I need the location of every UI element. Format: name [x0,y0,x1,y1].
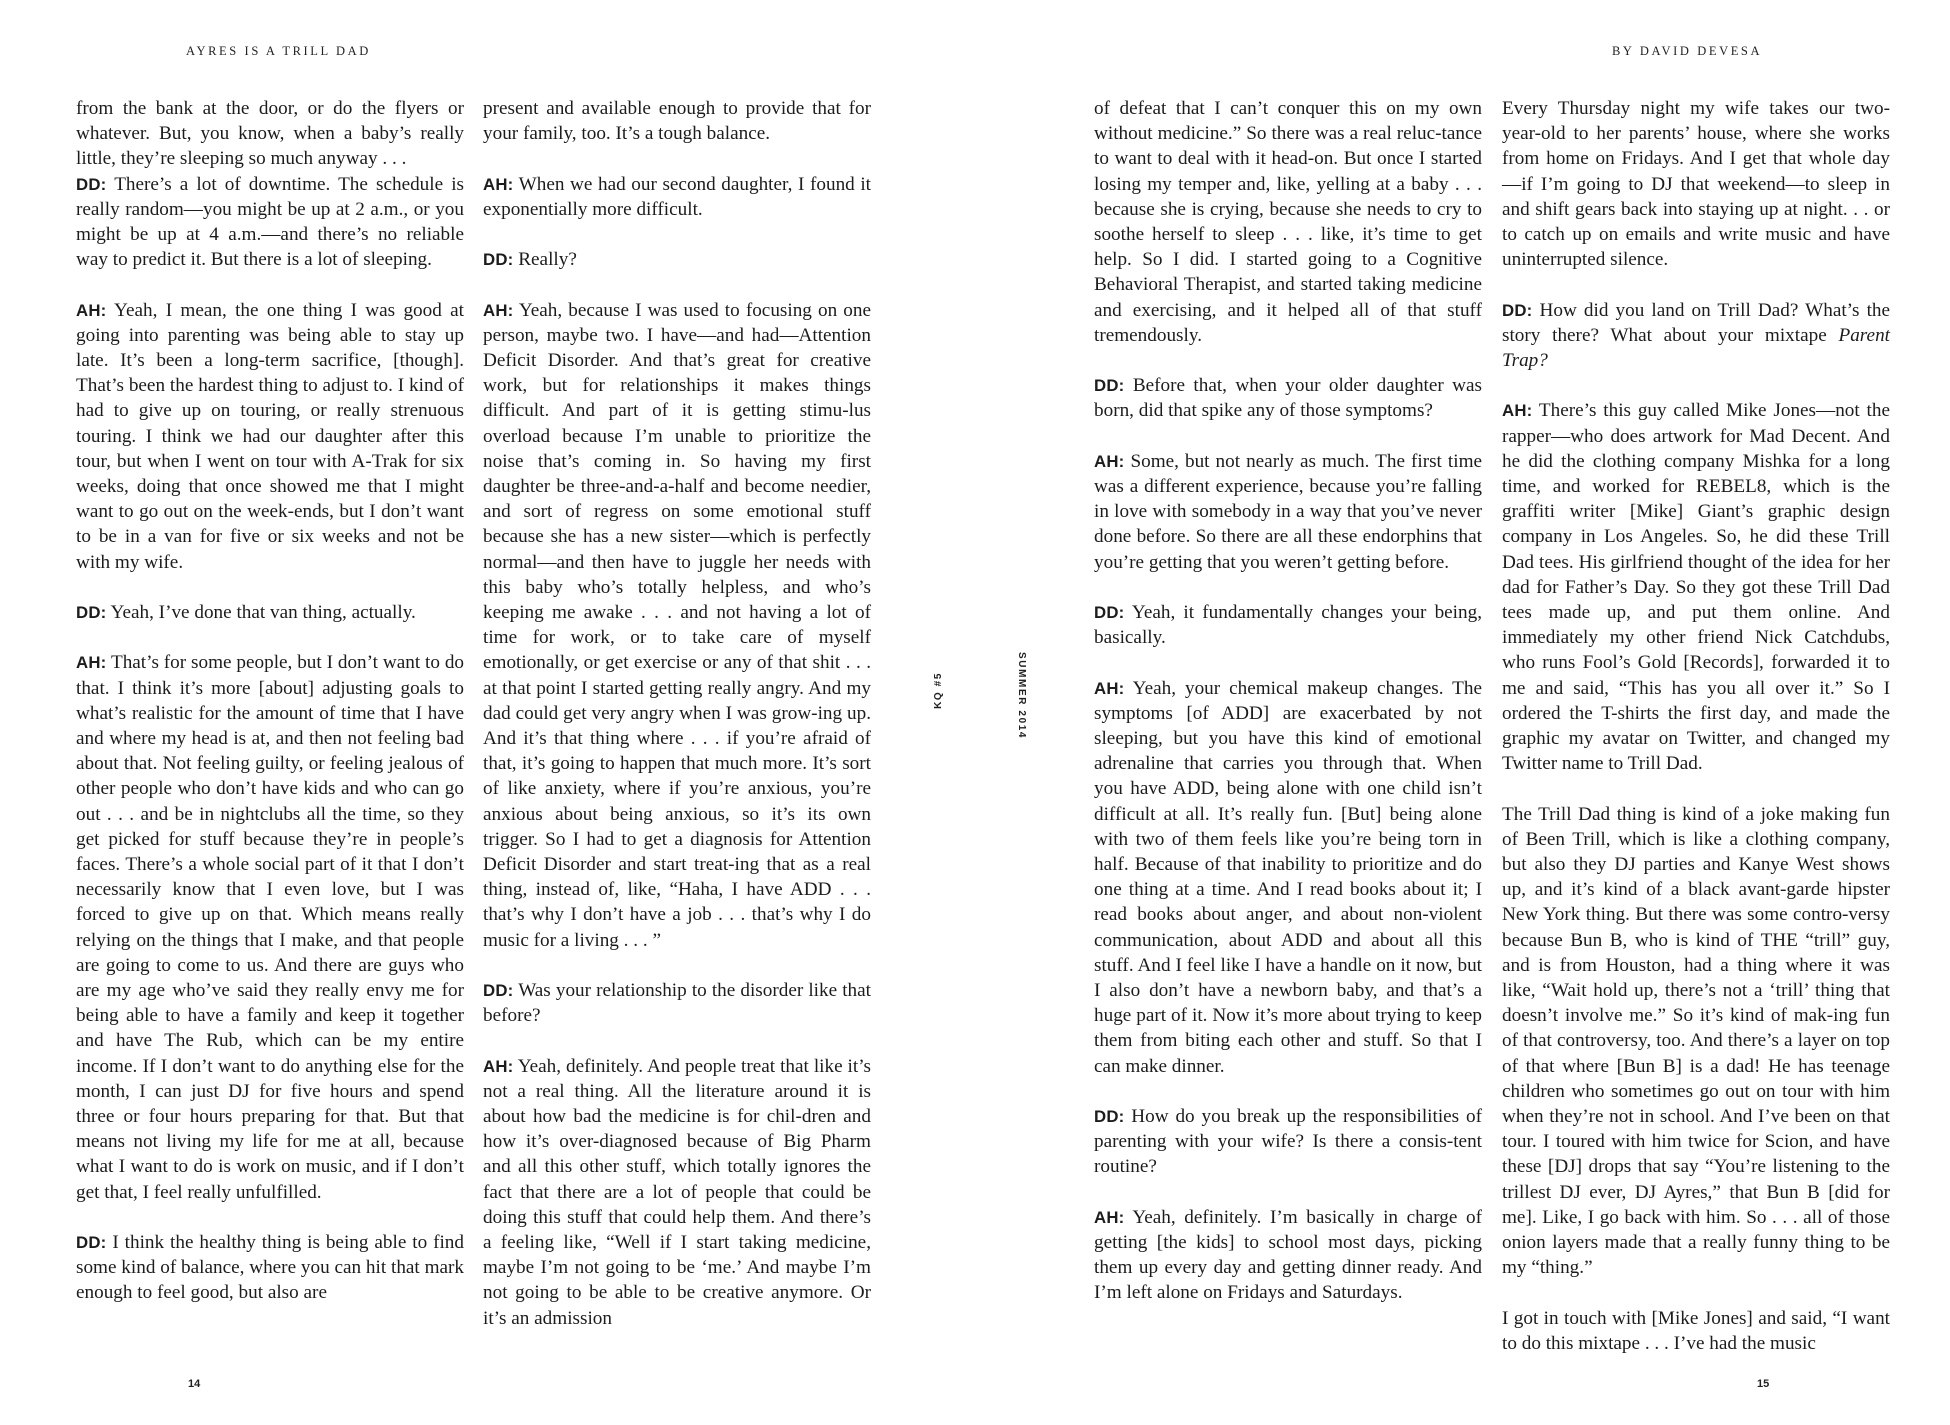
paragraph: AH: That’s for some people, but I don’t want to do that. I think it’s more [about] adjusting goals to what’s realistic for the amount of time that I have and where my head is at, and then not feeling bad about that. Not feeling guilty, or feeling jealous of other people who don’t have kids and who can go out . . . and be in nightclubs all the time, so they get picked for stuff because they’re in people’s faces. There’s a whole social part of it that I don’t necessarily know that I even love, but I was forced to give up on that. Which means really relying on the things that I make, and that people are going to come to us. And there are guys who are my age who’ve said they really envy me for being able to have a family and keep it together and have The Rub, which can be my entire income. If I don’t want to do anything else for the month, I can just DJ for five hours and spend three or four hours preparing for that. But that means not living my life for me at all, because what I want to do is work on music, and if I don’t get that, I feel really unfulfilled. [76,652,465,1203]
speaker-label: DD: [1094,603,1125,623]
speaker-label: AH: [1502,401,1533,421]
speaker-label: AH: [1094,678,1125,698]
speaker-label: DD: [76,1233,107,1253]
speaker-label: DD: [76,603,107,623]
speaker-label: AH: [76,300,107,320]
text-column-1 [76,96,464,1306]
page-number-left: 14 [188,1378,201,1390]
paragraph: DD: I think the healthy thing is being able to find some kind of balance, where you can hit that mark enough to feel good, but also are [76,1232,464,1304]
spine-season-label: SUMMER 2014 [1016,652,1027,740]
text-column-3 [1094,96,1482,1306]
paragraph: AH: Some, but not nearly as much. The first time was a different experience, because you’re falling in love with somebody in a way that you’ve never done before. So there are all these endorphins that you’re getting that you weren’t getting before. [1094,450,1483,573]
text-column-2 [483,96,871,1331]
paragraph: I got in touch with [Mike Jones] and said, “I want to do this mixtape . . . I’ve had the music [1502,1307,1890,1354]
paragraph: Every Thursday night my wife takes our two-year-old to her parents’ house, where she works from home on Fridays. And I get that whole day—if I’m going to DJ that weekend—to sleep in and shift gears back into staying up at night. . . or to catch up on emails and write music and have uninterrupted silence. [1502,98,1890,271]
running-head-byline: BY DAVID DEVESA [1612,44,1763,58]
speaker-label: AH: [76,653,107,673]
paragraph: DD: Before that, when your older daughter was born, did that spike any of those symptoms? [1094,375,1483,422]
paragraph: AH: Yeah, I mean, the one thing I was good at going into parenting was being able to stay up late. It’s been a long-term sacrifice, [though]. That’s been the hardest thing to adjust to. I kind of had to give up on touring, or really strenuous touring. I think we had our daughter after this tour, but when I went on tour with A-Trak for six weeks, doing that once showed me that I might want to go out on the week-ends, but I don’t want to be in a van for five or six weeks and not be with my wife. [76,299,464,573]
running-head-title: AYRES IS A TRILL DAD [186,44,371,58]
paragraph: DD: How did you land on Trill Dad? What’s the story there? What about your mixtape Parent Trap? [1502,299,1891,372]
speaker-label: AH: [1094,1207,1125,1227]
speaker-label: AH: [483,1056,514,1076]
text-column-4 [1502,96,1890,1356]
speaker-label: DD: [1094,1107,1125,1127]
paragraph: DD: How do you break up the responsibilities of parenting with your wife? Is there a consis-tent routine? [1094,1106,1482,1178]
speaker-label: DD: [483,250,514,270]
spine-issue-label: KQ #5 [933,672,944,709]
speaker-label: DD: [1502,300,1533,320]
page-number-right: 15 [1757,1378,1770,1390]
speaker-label: DD: [483,981,514,1001]
mixtape-title: Parent Trap? [1502,324,1890,372]
paragraph: DD: There’s a lot of downtime. The schedule is really random—you might be up at 2 a.m., or you might be up at 4 a.m.—and there’s no reliable way to predict it. But there is a lot of sleeping. [76,173,464,271]
paragraph: AH: When we had our second daughter, I found it exponentially more difficult. [483,173,871,220]
paragraph: DD: Was your relationship to the disorder like that before? [483,980,871,1027]
paragraph: AH: Yeah, because I was used to focusing on one person, maybe two. I have—and had—Attention Deficit Disorder. And that’s great for creative work, but for relationships it makes things difficult. And part of it is getting stimu-lus overload because I’m unable to prioritize the noise that’s coming in. So having my first daughter be three-and-a-half and become needier, and sort of regress on some emotional stuff because she has a new sister—which is perfectly normal—and then have to juggle her needs with this baby who’s totally helpless, and who’s keeping me awake . . . and not having a lot of time for work, or to take care of myself emotionally, or get exercise or any of that shit . . . at that point I started getting really angry. And my dad could get very angry when I was grow-ing up. And it’s that thing where . . . if you’re afraid of that, it’s going to happen that much more. It’s sort of like anxiety, where if you’re anxious, you’re anxious about being anxious, so it’s its own trigger. So I had to get a diagnosis for Attention Deficit Disorder and start treat-ing that as a real thing, instead of, like, “Haha, I have ADD . . . that’s why I don’t have a job . . . that’s why I do music for a living . . . ” [483,299,871,951]
speaker-label: AH: [1094,451,1125,471]
paragraph: DD: Really? [483,249,577,271]
paragraph: DD: Yeah, I’ve done that van thing, actually. [76,602,416,624]
paragraph: AH: Yeah, your chemical makeup changes. The symptoms [of ADD] are exacerbated by not sleeping, but you have this kind of emotional adrenaline that carries you through that. When you have ADD, being alone with one child isn’t difficult at all. It’s really fun. [But] being alone with two of them feels like you’re being torn in half. Because of that inability to prioritize and do one thing at a time. And I read books about it; I read books about anger, and about non-violent communication, about ADD and about all this stuff. And I feel like I have a handle on it now, but I also don’t have a newborn baby, and that’s a huge part of it. Now it’s more about trying to keep them from biting each other and stuff. So that I can make dinner. [1094,677,1482,1077]
paragraph: present and available enough to provide that for your family, too. It’s a tough balance. [483,98,871,145]
paragraph: AH: There’s this guy called Mike Jones—not the rapper—who does artwork for Mad Decent. And he did the clothing company Mishka for a long time, and worked for REBEL8, which is the graffiti writer [Mike] Giant’s graphic design company in Los Angeles. So, he did these Trill Dad tees. His girlfriend thought of the idea for her dad for Father’s Day. So they got these Trill Dad tees made up, and put them online. And immediately my other friend Nick Catchdubs, who runs Fool’s Gold [Records], forwarded it to me and said, “This has you all over it.” So I ordered the T-shirts the first day, and made the graphic my avatar on Twitter, and changed my Twitter name to Trill Dad. [1502,400,1890,775]
speaker-label: AH: [483,300,514,320]
speaker-label: DD: [76,174,107,194]
speaker-label: AH: [483,174,514,194]
paragraph: AH: Yeah, definitely. I’m basically in charge of getting [the kids] to school most days, picking them up every day and getting dinner ready. And I’m left alone on Fridays and Saturdays. [1094,1206,1482,1304]
speaker-label: DD: [1094,376,1125,396]
paragraph: DD: Yeah, it fundamentally changes your being, basically. [1094,602,1482,649]
paragraph: from the bank at the door, or do the flyers or whatever. But, you know, when a baby’s really little, they’re sleeping so much anyway . . . [76,98,464,170]
paragraph: of defeat that I can’t conquer this on my own without medicine.” So there was a real reluc-tance to want to deal with it head-on. But once I started losing my temper and, like, yelling at a baby . . . because she is crying, because she needs to cry to soothe herself to sleep . . . like, it’s time to get help. So I did. I started going to a Cognitive Behavioral Therapist, and started taking medicine and exercising, and it helped all of that stuff tremendously. [1094,98,1482,346]
paragraph: AH: Yeah, definitely. And people treat that like it’s not a real thing. All the literature around it is about how bad the medicine is for chil-dren and how it’s over-diagnosed because of Big Pharm and all this other stuff, which totally ignores the fact that there are a lot of people that could be doing this stuff that could help them. And there’s a feeling like, “Well if I start taking medicine, maybe I’m not going to be ‘me.’ And maybe I’m not going to be able to be creative anymore. Or it’s an admission [483,1055,871,1329]
paragraph: The Trill Dad thing is kind of a joke making fun of Been Trill, which is like a clothing company, but also they DJ parties and Kanye West shows up, and it’s kind of a black avant-garde hipster New York thing. But there was some contro-versy because Bun B, who is kind of THE “trill” guy, and is from Houston, had a thing where it was like, “Wait hold up, there’s not a ‘trill’ thing that doesn’t involve me.” So it’s kind of mak-ing fun of that controversy, too. And there’s a layer on top of that where [Bun B] is a dad! He has teenage children who sometimes go out on tour with him when they’re not in school. And I’ve been on that tour. I toured with him twice for Scion, and have these [DJ] drops that say “You’re listening to the trillest DJ ever, DJ Ayres,” that Bun B [did for me]. Like, I go back with him. So . . . all of those onion layers made that a really funny thing to be my “thing.” [1502,803,1890,1279]
